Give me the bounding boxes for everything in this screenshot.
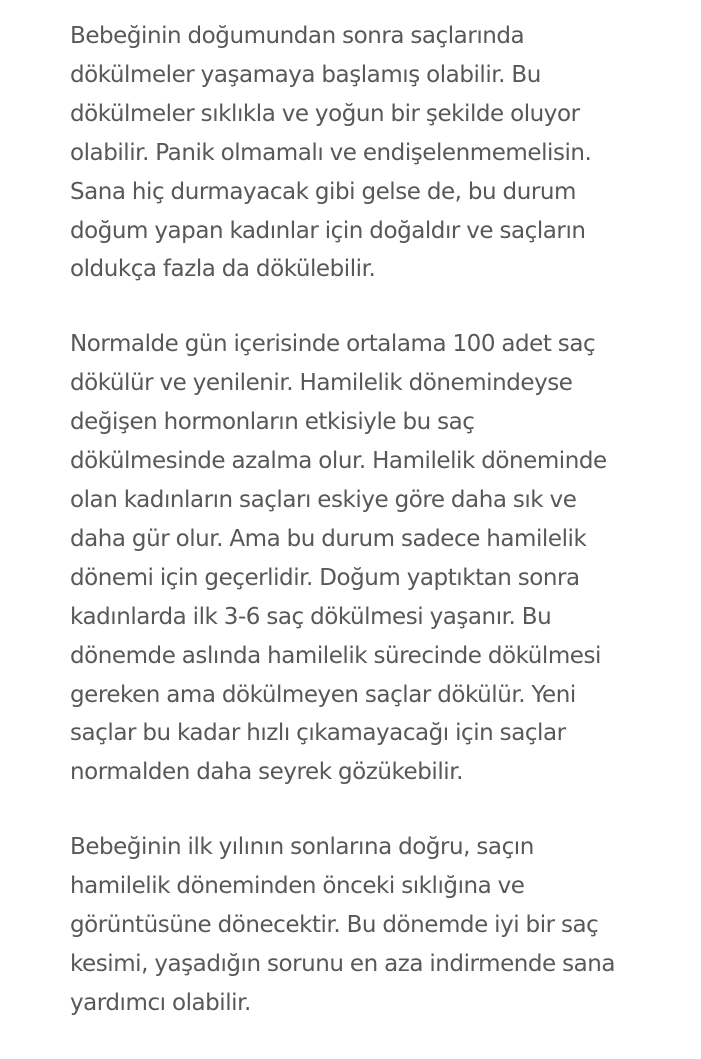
text-line: dökülür ve yenilenir. Hamilelik dönemindeyse: [70, 370, 573, 397]
text-line: saçlar bu kadar hızlı çıkamayacağı için saçlar: [70, 720, 566, 747]
paragraph-hormones-explanation: [70, 325, 670, 792]
text-line: Bebeğinin doğumundan sonra saçlarında: [70, 23, 525, 49]
text-line: gereken ama dökülmeyen saçlar dökülür. Yeni: [70, 681, 576, 708]
text-line: dökülmesinde azalma olur. Hamilelik döneminde: [70, 448, 607, 475]
text-line: Sana hiç durmayacak gibi gelse de, bu durum: [70, 178, 576, 205]
text-line: yardımcı olabilir.: [70, 989, 251, 1016]
text-line: dökülmeler yaşamaya başlamış olabilir. Bu: [70, 61, 541, 88]
text-line: Bebeğinin ilk yılının sonlarına doğru, saçın: [70, 834, 534, 861]
text-line: değişen hormonların etkisiyle bu saç: [70, 409, 475, 436]
text-line: kadınlarda ilk 3-6 saç dökülmesi yaşanır. Bu: [70, 603, 552, 630]
text-line: oldukça fazla da dökülebilir.: [70, 256, 376, 283]
text-line: daha gür olur. Ama bu durum sadece hamilelik: [70, 525, 587, 552]
text-line: dökülmeler sıklıkla ve yoğun bir şekilde oluyor: [70, 100, 580, 127]
text-line: görüntüsüne dönecektir. Bu dönemde iyi bir saç: [70, 912, 599, 939]
text-line: hamilelik döneminden önceki sıklığına ve: [70, 873, 525, 900]
article-body: [70, 17, 670, 1059]
paragraph-recovery: [70, 828, 670, 1023]
text-line: olabilir. Panik olmamalı ve endişelenmemelisin.: [70, 139, 592, 166]
text-line: dönemi için geçerlidir. Doğum yaptıktan sonra: [70, 564, 580, 591]
text-line: olan kadınların saçları eskiye göre daha sık ve: [70, 486, 577, 513]
text-line: doğum yapan kadınlar için doğaldır ve saçların: [70, 217, 586, 244]
paragraph-postpartum-hair-loss: [70, 17, 670, 289]
text-line: normalden daha seyrek gözükebilir.: [70, 759, 463, 786]
text-line: kesimi, yaşadığın sorunu en aza indirmende sana: [70, 950, 616, 977]
text-line: dönemde aslında hamilelik sürecinde dökülmesi: [70, 642, 601, 669]
text-line: Normalde gün içerisinde ortalama 100 adet saç: [70, 331, 596, 358]
